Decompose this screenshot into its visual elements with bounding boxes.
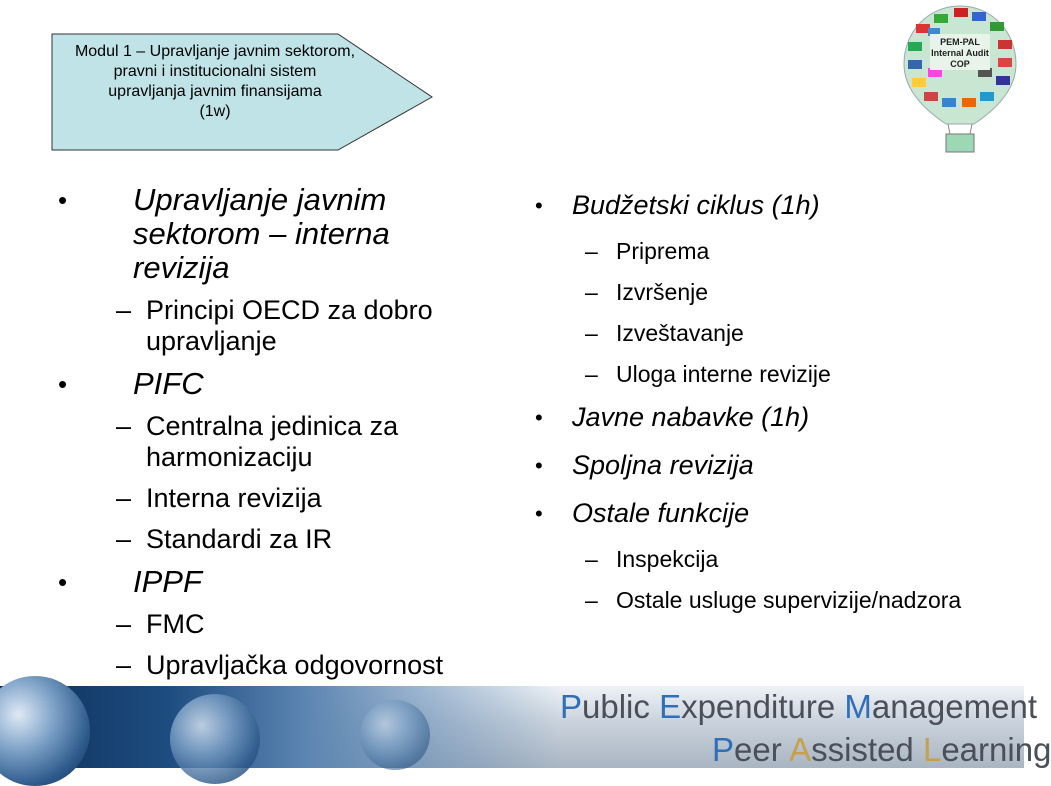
globe-background (0, 686, 560, 768)
dash-icon: – (585, 361, 598, 387)
bullet-icon: • (58, 369, 68, 399)
sub-item: – Izveštavanje (585, 320, 744, 346)
list-item: • Javne nabavke (1h) (535, 402, 810, 432)
sub-item: – Interna revizija (116, 483, 322, 513)
pem-pal-logo (898, 2, 1022, 154)
dash-icon: – (116, 524, 132, 554)
sub-item: – FMC (116, 609, 205, 639)
dash-icon: – (585, 546, 598, 572)
footer-line-2: Peer Assisted Learning (712, 731, 1051, 768)
list-item: • Upravljanje javnim sektorom – interna revizija (58, 182, 390, 285)
module-title-line: Modul 1 – Upravljanje javnim sektorom, (74, 43, 356, 60)
footer-line-1: Public Expenditure Management (560, 688, 1037, 725)
dash-icon: – (116, 650, 132, 680)
sub-item: – Izvršenje (585, 279, 709, 305)
sub-item: – Upravljačka odgovornost (116, 650, 444, 680)
globe-icon (360, 700, 430, 770)
sub-item: – Priprema (585, 238, 710, 264)
bullet-icon: • (535, 405, 543, 430)
module-title-line: pravni i institucionalni sistem (113, 63, 317, 80)
logo-line3: COP (950, 59, 970, 69)
bullet-icon: • (535, 453, 543, 478)
dash-icon: – (585, 238, 598, 264)
module-title-line: (1w) (199, 103, 231, 120)
bullet-icon: • (58, 567, 68, 597)
dash-icon: – (116, 295, 132, 325)
list-item: • Budžetski ciklus (1h) (535, 190, 820, 220)
module-title (30, 42, 400, 122)
bullet-icon: • (535, 501, 543, 526)
module-title-line: upravljanja javnim finansijama (108, 83, 322, 100)
sub-item: – Uloga interne revizije (585, 361, 831, 387)
sub-item: – Inspekcija (585, 546, 719, 572)
dash-icon: – (585, 279, 598, 305)
basket-icon (946, 134, 974, 152)
bullet-icon: • (58, 185, 68, 215)
list-item: • IPPF (58, 564, 202, 599)
list-item: • Ostale funkcije (535, 498, 750, 528)
dash-icon: – (116, 609, 132, 639)
bullet-icon: • (535, 193, 543, 218)
globe-icon (0, 676, 90, 786)
logo-line2: Internal Audit (931, 48, 989, 58)
sub-item: – Ostale usluge supervizije/nadzora (585, 587, 962, 613)
sub-item: – Centralna jedinica za harmonizaciju (116, 411, 399, 472)
sub-item: – Standardi za IR (116, 524, 333, 554)
dash-icon: – (116, 411, 132, 441)
dash-icon: – (116, 483, 132, 513)
right-column (530, 190, 990, 628)
dash-icon: – (585, 587, 598, 613)
list-item: • PIFC (58, 366, 204, 401)
globe-icon (170, 694, 260, 784)
logo-line1: PEM-PAL (940, 37, 980, 47)
sub-item: – Principi OECD za dobro upravljanje (116, 295, 433, 356)
list-item: • Spoljna revizija (535, 450, 754, 480)
left-column (58, 183, 488, 691)
dash-icon: – (585, 320, 598, 346)
footer-banner (0, 686, 1051, 768)
